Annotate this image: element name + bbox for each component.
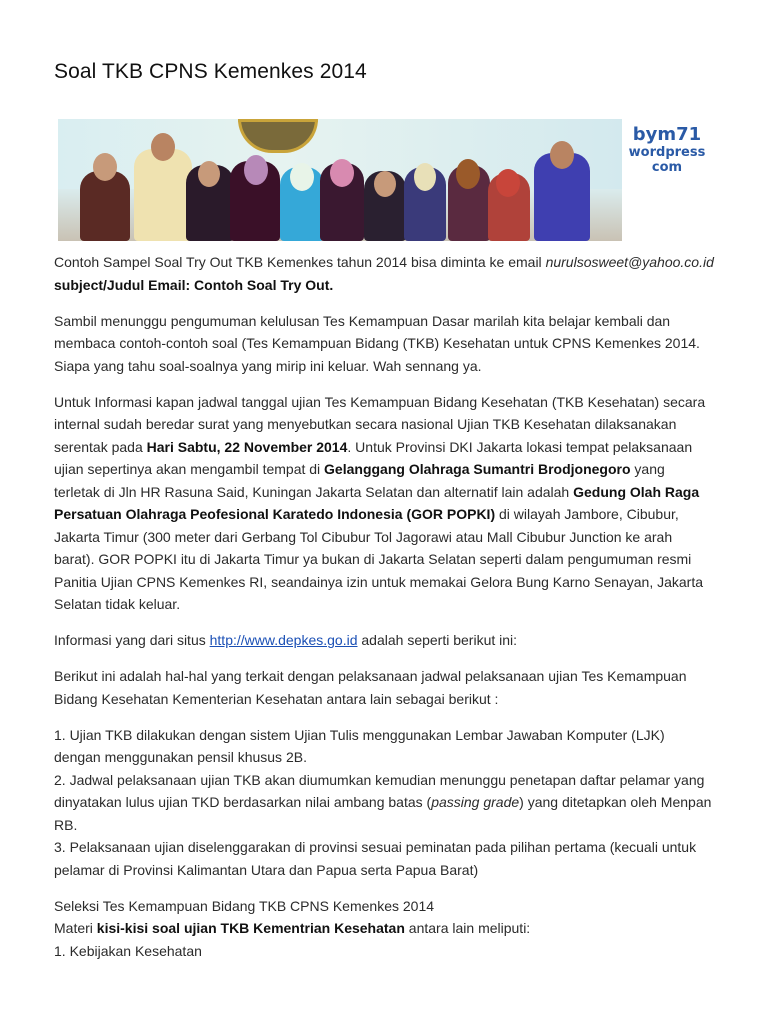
group-photo (58, 119, 622, 241)
numbered-list (54, 724, 714, 882)
watermark-line-1: bym71 (632, 124, 702, 145)
watermark-line-3: com (651, 159, 683, 175)
list-item: 2. Jadwal pelaksanaan ujian TKB akan diumumkan kemudian menunggu penetapan daftar pelamar yang dinyatakan lulus ujian TKD berdasarkan nilai ambang batas (passing grade) yang ditetapkan oleh Menpan RB. (54, 771, 712, 833)
banner (58, 119, 710, 241)
watermark (624, 125, 710, 176)
paragraph-schedule: Untuk Informasi kapan jadwal tanggal ujian Tes Kemampuan Bidang Kesehatan (TKB Kesehatan) secara internal sudah beredar surat yang menyebutkan secara nasional Ujian TKB Kesehatan dilaksanakan serentak pada Hari Sabtu, 22 November 2014. Untuk Provinsi DKI Jakarta lokasi tempat pelaksanaan ujian sepertinya akan mengambil tempat di Gelanggang Olahraga Sumantri Brodjonegoro yang terletak di Jln HR Rasuna Said, Kuningan Jakarta Selatan dan alternatif lain adalah Gedung Olah Raga Persatuan Olahraga Peofesional Karatedo Indonesia (GOR POPKI) di wilayah Jambore, Cibubur, Jakarta Timur (300 meter dari Gerbang Tol Cibubur Tol Jagorawi atau Mall Cibubur Junction ke arah barat). GOR POPKI itu di Jakarta Timur ya bukan di Jakarta Selatan seperti dalam pengumuman resmi Panitia Ujian CPNS Kemenkes RI, seandainya izin untuk memakai Gelora Bung Karno Senayan, Jakarta Selatan tidak keluar. (54, 393, 706, 612)
article-body (54, 251, 714, 976)
paragraph-source: Informasi yang dari situs http://www.depkes.go.id adalah seperti berikut ini: (54, 632, 518, 648)
paragraph-email: Contoh Sampel Soal Try Out TKB Kemenkes tahun 2014 bisa diminta ke email nurulsosweet@yahoo.co.id subject/Judul Email: Contoh Soal Try Out. (54, 254, 714, 293)
paragraph-list-intro: Berikut ini adalah hal-hal yang terkait dengan pelaksanaan jadwal pelaksanaan ujian Tes Kemampuan Bidang Kesehatan Kementerian Kesehatan antara lain sebagai berikut : (54, 668, 687, 707)
venue-2: Gedung Olah Raga Persatuan Olahraga Peofesional Karatedo Indonesia (GOR POPKI) (54, 483, 700, 522)
exam-date: Hari Sabtu, 22 November 2014 (146, 438, 348, 455)
venue-1: Gelanggang Olahraga Sumantri Brodjonegoro (324, 461, 631, 477)
depkes-link[interactable]: http://www.depkes.go.id (209, 632, 358, 648)
paragraph-material: Seleksi Tes Kemampuan Bidang TKB CPNS Kemenkes 2014 Materi kisi-kisi soal ujian TKB Kementrian Kesehatan antara lain meliputi: 1. Kebijakan Kesehatan (54, 897, 531, 959)
list-item: 3. Pelaksanaan ujian diselenggarakan di provinsi sesuai peminatan pada pilihan pertama (kecuali untuk pelamar di Provinsi Kalimantan Utara dan Papua serta Papua Barat) (54, 839, 697, 878)
watermark-line-2: wordpress (628, 144, 706, 160)
page-title: Soal TKB CPNS Kemenkes 2014 (54, 60, 367, 83)
paragraph-intro: Sambil menunggu pengumuman kelulusan Tes Kemampuan Dasar marilah kita belajar kembali dan membaca contoh-contoh soal (Tes Kemampuan Bidang (TKB) Kesehatan untuk CPNS Kemenkes 2014. Siapa yang tahu soal-soalnya yang mirip ini keluar. Wah sennang ya. (54, 312, 700, 374)
list-item: 1. Ujian TKB dilakukan dengan sistem Ujian Tulis menggunakan Lembar Jawaban Komputer (LJK) dengan menggunakan pensil khusus 2B. (54, 726, 665, 765)
email-address: nurulsosweet@yahoo.co.id (545, 254, 714, 270)
